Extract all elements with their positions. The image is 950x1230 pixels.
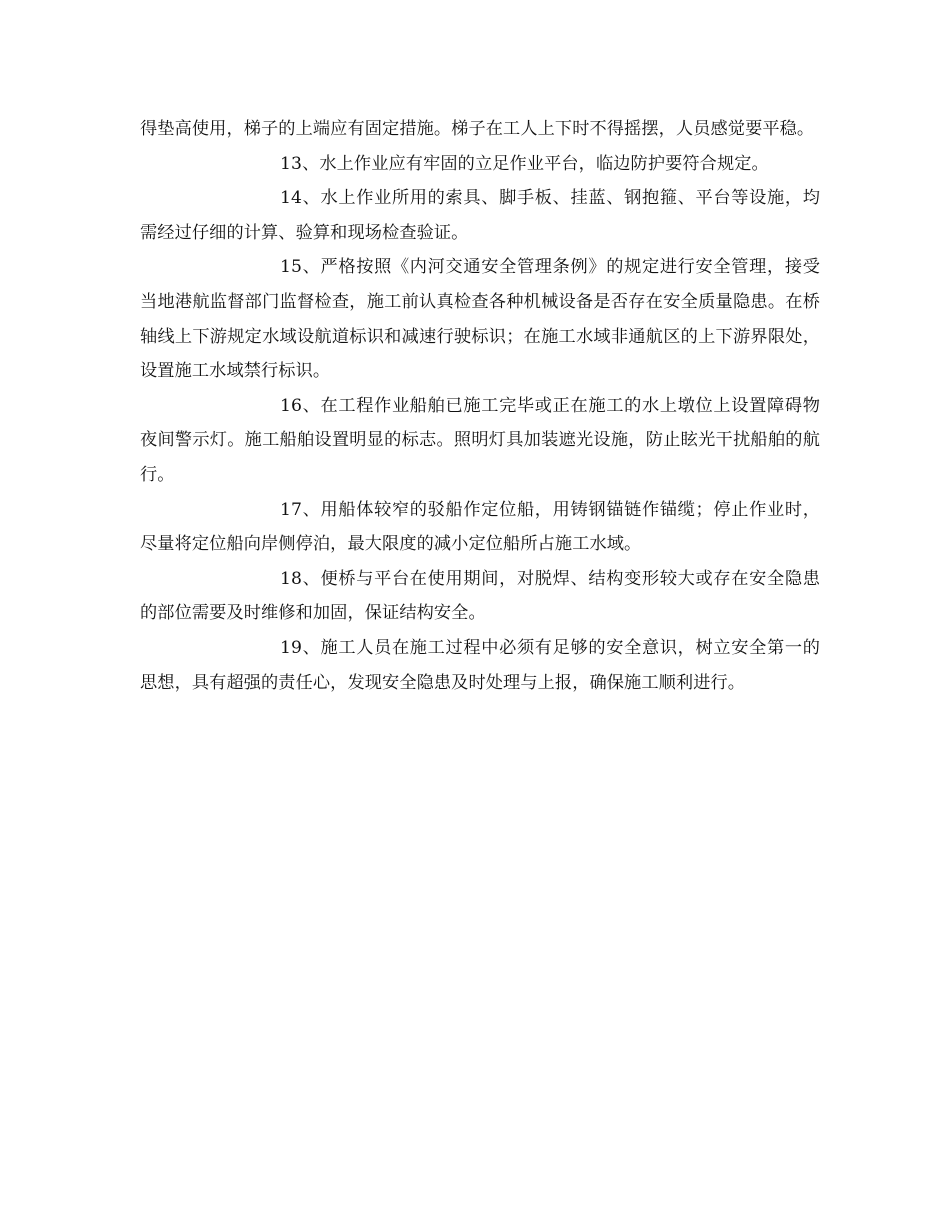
document-body <box>140 112 820 700</box>
paragraph-item-13: 13、水上作业应有牢固的立足作业平台，临边防护要符合规定。 <box>280 153 769 174</box>
paragraph-item-15: 15、严格按照《内河交通安全管理条例》的规定进行安全管理，接受当地港航监督部门监督检查，施工前认真检查各种机械设备是否存在安全质量隐患。在桥轴线上下游规定水域设航道标识和减速行驶标识；在施工水域非通航区的上下游界限处，设置施工水域禁行标识。 <box>140 257 820 382</box>
paragraph-continued: 得垫高使用，梯子的上端应有固定措施。梯子在工人上下时不得摇摆，人员感觉要平稳。 <box>140 119 815 139</box>
paragraph-item-16: 16、在工程作业船舶已施工完毕或正在施工的水上墩位上设置障碍物夜间警示灯。施工船舶设置明显的标志。照明灯具加装遮光设施，防止眩光干扰船舶的航行。 <box>140 395 820 485</box>
paragraph-item-18: 18、便桥与平台在使用期间，对脱焊、结构变形较大或存在安全隐患的部位需要及时维修和加固，保证结构安全。 <box>140 568 820 624</box>
paragraph-item-19: 19、施工人员在施工过程中必须有足够的安全意识，树立安全第一的思想，具有超强的责任心，发现安全隐患及时处理与上报，确保施工顺利进行。 <box>140 637 820 693</box>
paragraph-item-14: 14、水上作业所用的索具、脚手板、挂蓝、钢抱箍、平台等设施，均需经过仔细的计算、验算和现场检查验证。 <box>140 188 820 243</box>
paragraph-item-17: 17、用船体较窄的驳船作定位船，用铸钢锚链作锚缆；停止作业时，尽量将定位船向岸侧停泊，最大限度的减小定位船所占施工水域。 <box>140 499 820 555</box>
